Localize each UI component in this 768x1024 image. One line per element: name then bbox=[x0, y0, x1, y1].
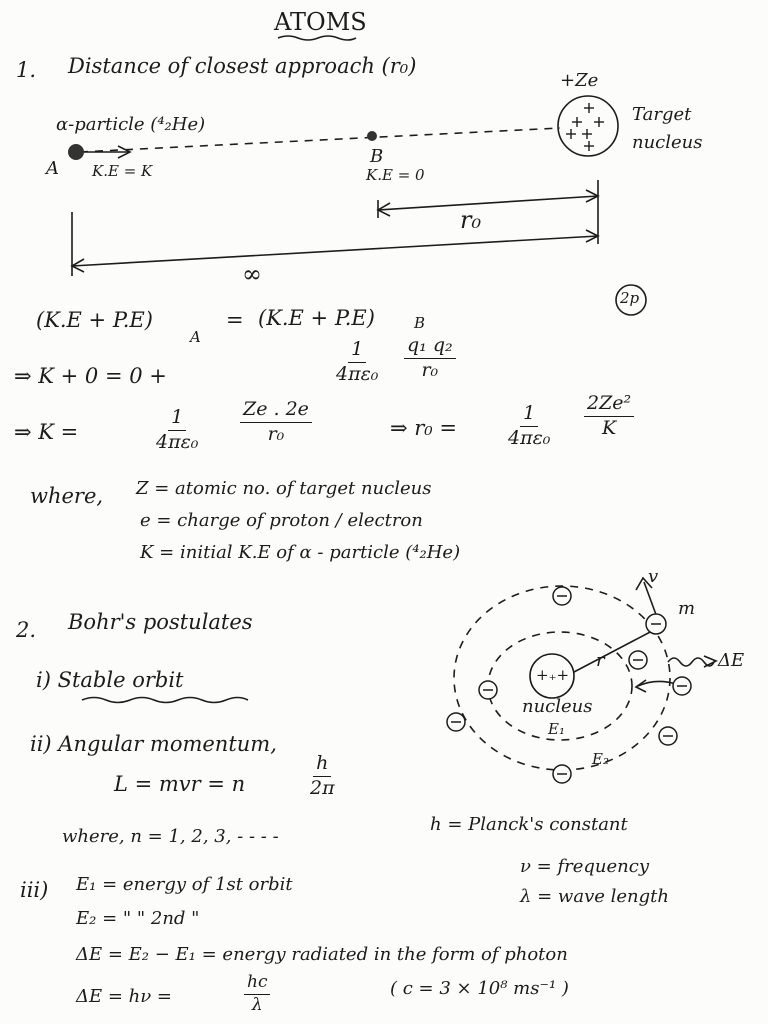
speed-of-light: ( c = 3 × 10⁸ ms⁻¹ ) bbox=[390, 978, 569, 999]
where-z-def: Z = atomic no. of target nucleus bbox=[136, 478, 432, 499]
section1-number: 1. bbox=[16, 58, 37, 82]
hc-lambda-frac bbox=[244, 974, 270, 1015]
section2-number: 2. bbox=[16, 618, 37, 642]
mass-label: m bbox=[678, 598, 696, 619]
bohr-nucleus-label: nucleus bbox=[522, 696, 593, 717]
point-b-dot bbox=[367, 131, 377, 141]
infinity-label: ∞ bbox=[242, 260, 262, 288]
point-b-label: B bbox=[370, 146, 384, 167]
target-charge: +Ze bbox=[560, 70, 599, 91]
eq2-lhs: ⇒ K + 0 = 0 + bbox=[14, 364, 167, 388]
section1-heading: Distance of closest approach (r₀) bbox=[68, 54, 417, 78]
page-title: ATOMS bbox=[274, 8, 367, 36]
where-k-def: K = initial K.E of α - particle (⁴₂He) bbox=[140, 542, 461, 563]
ke-at-a: K.E = K bbox=[92, 162, 153, 180]
eq3-charges bbox=[240, 400, 312, 445]
postulate-3: iii) bbox=[20, 878, 49, 902]
point-a-label: A bbox=[46, 158, 59, 179]
eq3-r-coefficient bbox=[508, 404, 550, 449]
eq3-r-coef-num: 1 bbox=[520, 404, 538, 427]
l-frac-den: 2π bbox=[310, 776, 335, 799]
where-e-def: e = charge of proton / electron bbox=[140, 510, 423, 531]
lambda-definition: λ = wave length bbox=[520, 886, 669, 907]
ke-at-b: K.E = 0 bbox=[366, 166, 425, 184]
where-label-1: where, bbox=[30, 484, 104, 508]
eq3-ze-den: r₀ bbox=[267, 422, 285, 445]
eq1-right: (K.E + P.E) bbox=[258, 306, 375, 330]
target-label-line1: Target bbox=[632, 104, 692, 125]
eq3-r-value bbox=[584, 394, 634, 439]
eq1-sub-b: B bbox=[414, 314, 426, 332]
eq2-q-den: r₀ bbox=[421, 358, 439, 381]
delta-e-hv: ΔE = hν = bbox=[76, 986, 173, 1007]
eq2-coef-den: 4πε₀ bbox=[336, 362, 379, 385]
e1-definition: E₁ = energy of 1st orbit bbox=[76, 874, 293, 895]
planck-constant-def: h = Planck's constant bbox=[430, 814, 628, 835]
eq2-q-num: q₁ q₂ bbox=[404, 336, 456, 359]
e2-definition: E₂ = " " 2nd " bbox=[76, 908, 200, 929]
alpha-particle-label: α-particle (⁴₂He) bbox=[56, 114, 206, 135]
hc-num: hc bbox=[244, 974, 270, 995]
eq3-coef-num: 1 bbox=[168, 408, 186, 431]
radius-label: r bbox=[596, 650, 605, 671]
eq3-coef-den: 4πε₀ bbox=[156, 430, 199, 453]
nu-definition: ν = frequency bbox=[520, 856, 649, 877]
section2-heading: Bohr's postulates bbox=[68, 610, 253, 634]
target-nucleus-circle bbox=[558, 96, 618, 156]
infinity-dimension-line bbox=[72, 236, 598, 266]
velocity-label: v bbox=[648, 566, 659, 587]
eq3-lhs: ⇒ K = bbox=[14, 420, 79, 444]
angular-momentum-lhs: L = mvr = n bbox=[114, 772, 246, 796]
eq1-left: (K.E + P.E) bbox=[36, 308, 153, 332]
angular-momentum-frac bbox=[310, 754, 335, 799]
eq1-equals: = bbox=[226, 308, 244, 332]
eq3-r-coef-den: 4πε₀ bbox=[508, 426, 551, 449]
r0-label: r₀ bbox=[460, 206, 482, 234]
l-frac-num: h bbox=[313, 754, 331, 777]
eq3-coefficient bbox=[156, 408, 198, 453]
title-underline bbox=[278, 36, 356, 40]
r0-dimension-line bbox=[378, 196, 598, 210]
eq3-ze-num: Ze . 2e bbox=[240, 400, 312, 423]
stable-orbit-underline bbox=[82, 698, 248, 703]
eq2-coef-num: 1 bbox=[348, 340, 366, 363]
page-tag: 2p bbox=[620, 289, 640, 307]
eq3-arrow: ⇒ r₀ = bbox=[390, 416, 457, 440]
eq2-charges bbox=[404, 336, 456, 381]
postulate-2: ii) Angular momentum, bbox=[30, 732, 277, 756]
eq1-sub-a: A bbox=[190, 328, 201, 346]
e1-orbit-label: E₁ bbox=[548, 720, 565, 738]
where-n-values: where, n = 1, 2, 3, - - - - bbox=[62, 826, 279, 847]
delta-e-label: ΔE bbox=[718, 650, 745, 671]
delta-e-definition: ΔE = E₂ − E₁ = energy radiated in the form of photon bbox=[76, 944, 568, 965]
eq3-r-den: K bbox=[601, 416, 617, 439]
bohr-nucleus-charge: +₊+ bbox=[536, 666, 570, 684]
eq2-coefficient bbox=[336, 340, 378, 385]
alpha-particle-dot bbox=[68, 144, 84, 160]
target-label-line2: nucleus bbox=[632, 132, 703, 153]
e2-orbit-label: E₂ bbox=[592, 750, 609, 768]
eq3-r-num: 2Ze² bbox=[584, 394, 634, 417]
hc-den: λ bbox=[251, 994, 263, 1015]
postulate-1: i) Stable orbit bbox=[36, 668, 184, 692]
